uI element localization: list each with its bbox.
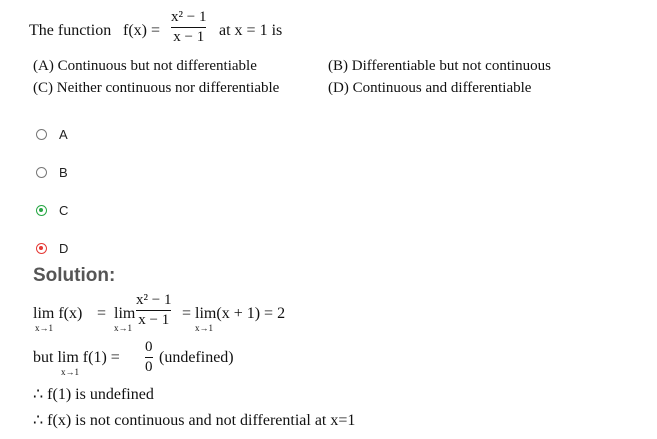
- solution-line1-fraction: [136, 293, 171, 328]
- choice-b: (B) Differentiable but not continuous: [328, 58, 552, 74]
- option-a-label: A: [59, 126, 68, 142]
- solution-line1-eq: =: [97, 305, 107, 322]
- radio-selected-correct-icon[interactable]: [36, 205, 47, 216]
- solution-line1-lim: lim f(x): [33, 305, 83, 322]
- choice-a: (A) Continuous but not differentiable: [33, 58, 257, 74]
- fraction-bar: [145, 357, 153, 358]
- solution-line1-sub2: x→1: [114, 323, 132, 333]
- solution-line2-fraction: [145, 340, 153, 375]
- solution-line1-numerator: x² − 1: [136, 292, 172, 308]
- fraction-bar: [171, 27, 206, 28]
- option-a[interactable]: [36, 125, 68, 143]
- question-prefix: The function: [29, 22, 112, 39]
- choice-d: (D) Continuous and differentiable: [328, 80, 532, 96]
- solution-line2-numerator: 0: [145, 339, 153, 355]
- option-c[interactable]: [36, 201, 68, 219]
- solution-line1-lim2: lim: [114, 305, 136, 322]
- choice-c: (C) Neither continuous nor differentiable: [33, 80, 280, 96]
- option-b-label: B: [59, 164, 68, 180]
- fraction-bar: [136, 310, 171, 311]
- solution-line3: ∴ f(1) is undefined: [33, 386, 154, 403]
- question-fraction: [171, 10, 206, 45]
- solution-heading: Solution:: [33, 265, 116, 286]
- option-d-label: D: [59, 240, 69, 256]
- option-b[interactable]: [36, 163, 68, 181]
- solution-line1-rest: = lim(x + 1) = 2: [182, 305, 286, 322]
- solution-line2-text: but lim f(1) =: [33, 349, 120, 366]
- radio-selected-wrong-icon[interactable]: [36, 243, 47, 254]
- solution-line2-undefined: (undefined): [159, 349, 234, 366]
- solution-line2-denominator: 0: [145, 359, 153, 375]
- option-d[interactable]: [36, 239, 68, 257]
- solution-line2-sub: x→1: [61, 367, 79, 377]
- solution-line1-sub1: x→1: [35, 323, 53, 333]
- option-c-label: C: [59, 202, 69, 218]
- solution-line4: ∴ f(x) is not continuous and not differential at x=1: [33, 412, 356, 429]
- radio-icon[interactable]: [36, 129, 47, 140]
- question-fx: f(x) =: [123, 22, 161, 39]
- question-fraction-numerator: x² − 1: [171, 9, 207, 25]
- radio-icon[interactable]: [36, 167, 47, 178]
- question-suffix: at x = 1 is: [219, 22, 283, 39]
- question-fraction-denominator: x − 1: [173, 29, 205, 45]
- solution-line1-denominator: x − 1: [138, 312, 170, 328]
- solution-line1-sub3: x→1: [195, 323, 213, 333]
